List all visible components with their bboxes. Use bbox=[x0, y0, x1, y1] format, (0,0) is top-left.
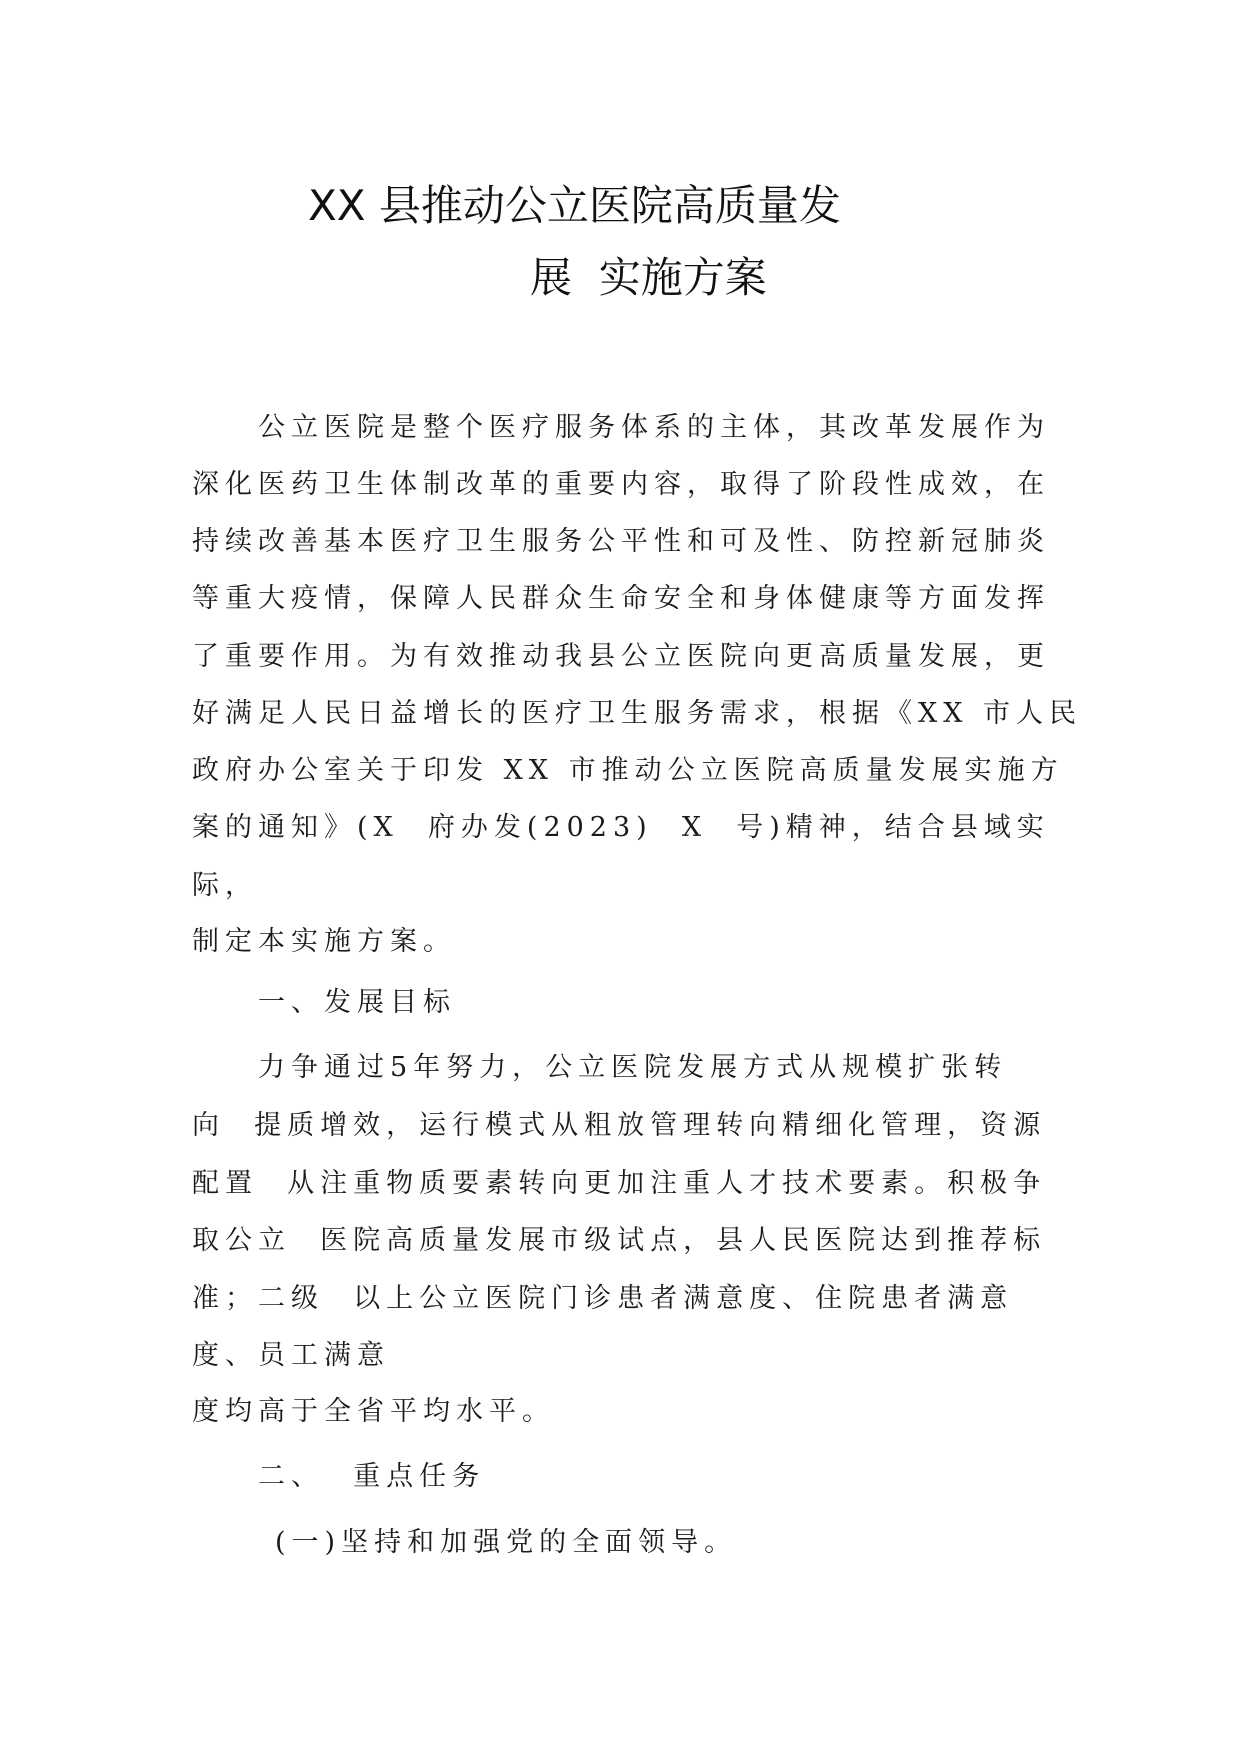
paragraph-line: 政府办公室关于印发 XX 市推动公立医院高质量发展实施方 bbox=[192, 755, 1064, 786]
paragraph-line: 向 提质增效，运行模式从粗放管理转向精细化管理，资源 bbox=[192, 1110, 1047, 1141]
section-heading: 一、发展目标 bbox=[258, 987, 456, 1018]
paragraph-line: 取公立 医院高质量发展市级试点，县人民医院达到推荐标 bbox=[192, 1225, 1047, 1256]
paragraph-line: 制定本实施方案。 bbox=[192, 926, 456, 957]
document-title-line-1: XX 县推动公立医院高质量发 bbox=[308, 181, 841, 230]
paragraph-line: 度、员工满意 bbox=[192, 1340, 390, 1371]
paragraph-line: 际， bbox=[192, 870, 258, 901]
paragraph-line: 深化医药卫生体制改革的重要内容，取得了阶段性成效，在 bbox=[192, 469, 1050, 500]
document-title-line-2: 展 实施方案 bbox=[530, 253, 767, 302]
paragraph-line: 案的通知》(X 府办发(2023) X 号)精神，结合县域实 bbox=[192, 812, 1050, 843]
paragraph-line: 度均高于全省平均水平。 bbox=[192, 1396, 555, 1427]
paragraph-line: 公立医院是整个医疗服务体系的主体，其改革发展作为 bbox=[258, 412, 1050, 443]
paragraph-line: 好满足人民日益增长的医疗卫生服务需求，根据《XX 市人民 bbox=[192, 698, 1083, 729]
subsection-heading: (一)坚持和加强党的全面领导。 bbox=[275, 1527, 738, 1558]
paragraph-line: 准；二级 以上公立医院门诊患者满意度、住院患者满意 bbox=[192, 1283, 1014, 1314]
paragraph-line: 配置 从注重物质要素转向更加注重人才技术要素。积极争 bbox=[192, 1168, 1047, 1199]
section-heading: 二、 重点任务 bbox=[258, 1461, 486, 1492]
paragraph-line: 持续改善基本医疗卫生服务公平性和可及性、防控新冠肺炎 bbox=[192, 526, 1050, 557]
paragraph-line: 等重大疫情，保障人民群众生命安全和身体健康等方面发挥 bbox=[192, 583, 1050, 614]
paragraph-line: 了重要作用。为有效推动我县公立医院向更高质量发展，更 bbox=[192, 641, 1050, 672]
paragraph-line: 力争通过5年努力，公立医院发展方式从规模扩张转 bbox=[258, 1052, 1008, 1083]
